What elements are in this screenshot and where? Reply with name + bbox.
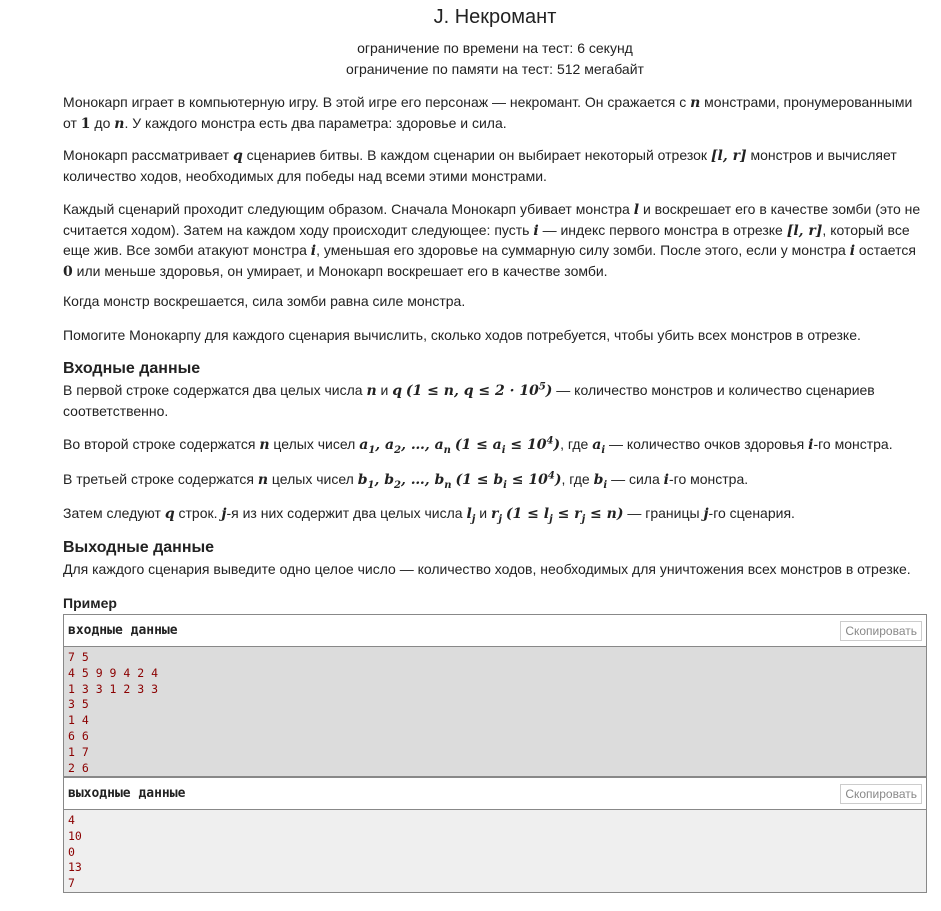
- example-output-line: 10: [68, 828, 82, 843]
- memory-limit: ограничение по памяти на тест: 512 мегабайт: [346, 61, 644, 77]
- input-spec-line-4: Затем следуют q строк. j-я из них содержит два целых числа $l_j$ и $r_j$ $(1 \le l_j \le r_j \le n)$ — границы j-го сценария.: [63, 505, 795, 525]
- legend-paragraph-4: Когда монстр воскрешается, сила зомби равна силе монстра.: [63, 293, 466, 309]
- input-spec-line-3: В третьей строке содержатся n целых чисел $b_1$, $b_2$, …, $b_n$ $(1 \le b_i \le 10^4)$, где $b_i$ — сила i-го монстра.: [63, 470, 749, 491]
- example-output-code: [64, 810, 926, 892]
- input-spec-line-2: Во второй строке содержатся n целых чисел $a_1$, $a_2$, …, $a_n$ $(1 \le a_i \le 10^4)$, где $a_i$ — количество очков здоровья i-го монстра.: [63, 435, 893, 456]
- output-spec-text: Для каждого сценария выведите одно целое число — количество ходов, необходимых для уничтожения всех монстров в отрезке.: [63, 561, 911, 577]
- example-input-label: входные данные: [68, 623, 178, 638]
- legend-paragraph-2: Монокарп рассматривает q сценариев битвы. В каждом сценарии он выбирает некоторый отрезок [l, r] монстров и вычисляет количество ходов, необходимых для победы над всеми этими монстрами.: [63, 147, 897, 184]
- example-output-label: выходные данные: [68, 786, 186, 801]
- problem-title: J. Некромант: [433, 6, 557, 28]
- example-input-box: [63, 614, 927, 777]
- example-title: Пример: [63, 595, 117, 611]
- example-output-line: 4: [68, 813, 75, 827]
- example-input-line: 2 6: [68, 760, 89, 775]
- time-limit: ограничение по времени на тест: 6 секунд: [357, 40, 633, 56]
- input-spec-line-1: В первой строке содержатся два целых числа n и q (1 ≤ n, $q \le 2 \cdot 10^5$) — количество монстров и количество сценариев соответственно.: [63, 381, 875, 419]
- input-section-title: Входные данные: [63, 360, 201, 377]
- legend-paragraph-1: Монокарп играет в компьютерную игру. В этой игре его персонаж — некромант. Он сражается с n монстрами, пронумерованными от 1 до n. У каждого монстра есть два параметра: здоровье и сила.: [63, 94, 913, 132]
- example-input-line: 4 5 9 9 4 2 4: [68, 665, 159, 680]
- example-input-line: 7 5: [68, 650, 89, 664]
- copy-output-button[interactable]: Скопировать: [840, 784, 922, 804]
- example-output-header: [64, 778, 926, 810]
- example-output-line: 0: [68, 844, 75, 859]
- example-input-header: [64, 615, 926, 647]
- legend-paragraph-3: Каждый сценарий проходит следующим образом. Сначала Монокарп убивает монстра l и воскрешает его в качестве зомби (это не считается ходом). Затем на каждом ходу происходит следующее: пусть i — индекс первого монстра в отрезке [l, r], который все еще жив. Все зомби атакуют монстра i, уменьшая его здоровье на суммарную силу зомби. После этого, если у монстра i остается 0 или меньше здоровья, он умирает, и Монокарп воскрешает его в качестве зомби.: [63, 201, 921, 280]
- example-output-line: 13: [68, 860, 82, 875]
- example-input-code: [64, 647, 926, 776]
- example-input-line: 6 6: [68, 728, 89, 743]
- example-input-line: 1 3 3 1 2 3 3: [68, 681, 159, 696]
- legend-paragraph-5: Помогите Монокарпу для каждого сценария вычислить, сколько ходов потребуется, чтобы убить всех монстров в отрезке.: [63, 327, 861, 343]
- example-input-line: 1 7: [68, 744, 89, 759]
- output-section-title: Выходные данные: [63, 539, 215, 556]
- example-input-line: 1 4: [68, 713, 89, 728]
- example-output-line: 7: [68, 876, 75, 891]
- copy-input-button[interactable]: Скопировать: [840, 621, 922, 641]
- example-output-box: [63, 777, 927, 893]
- example-input-line: 3 5: [68, 697, 89, 712]
